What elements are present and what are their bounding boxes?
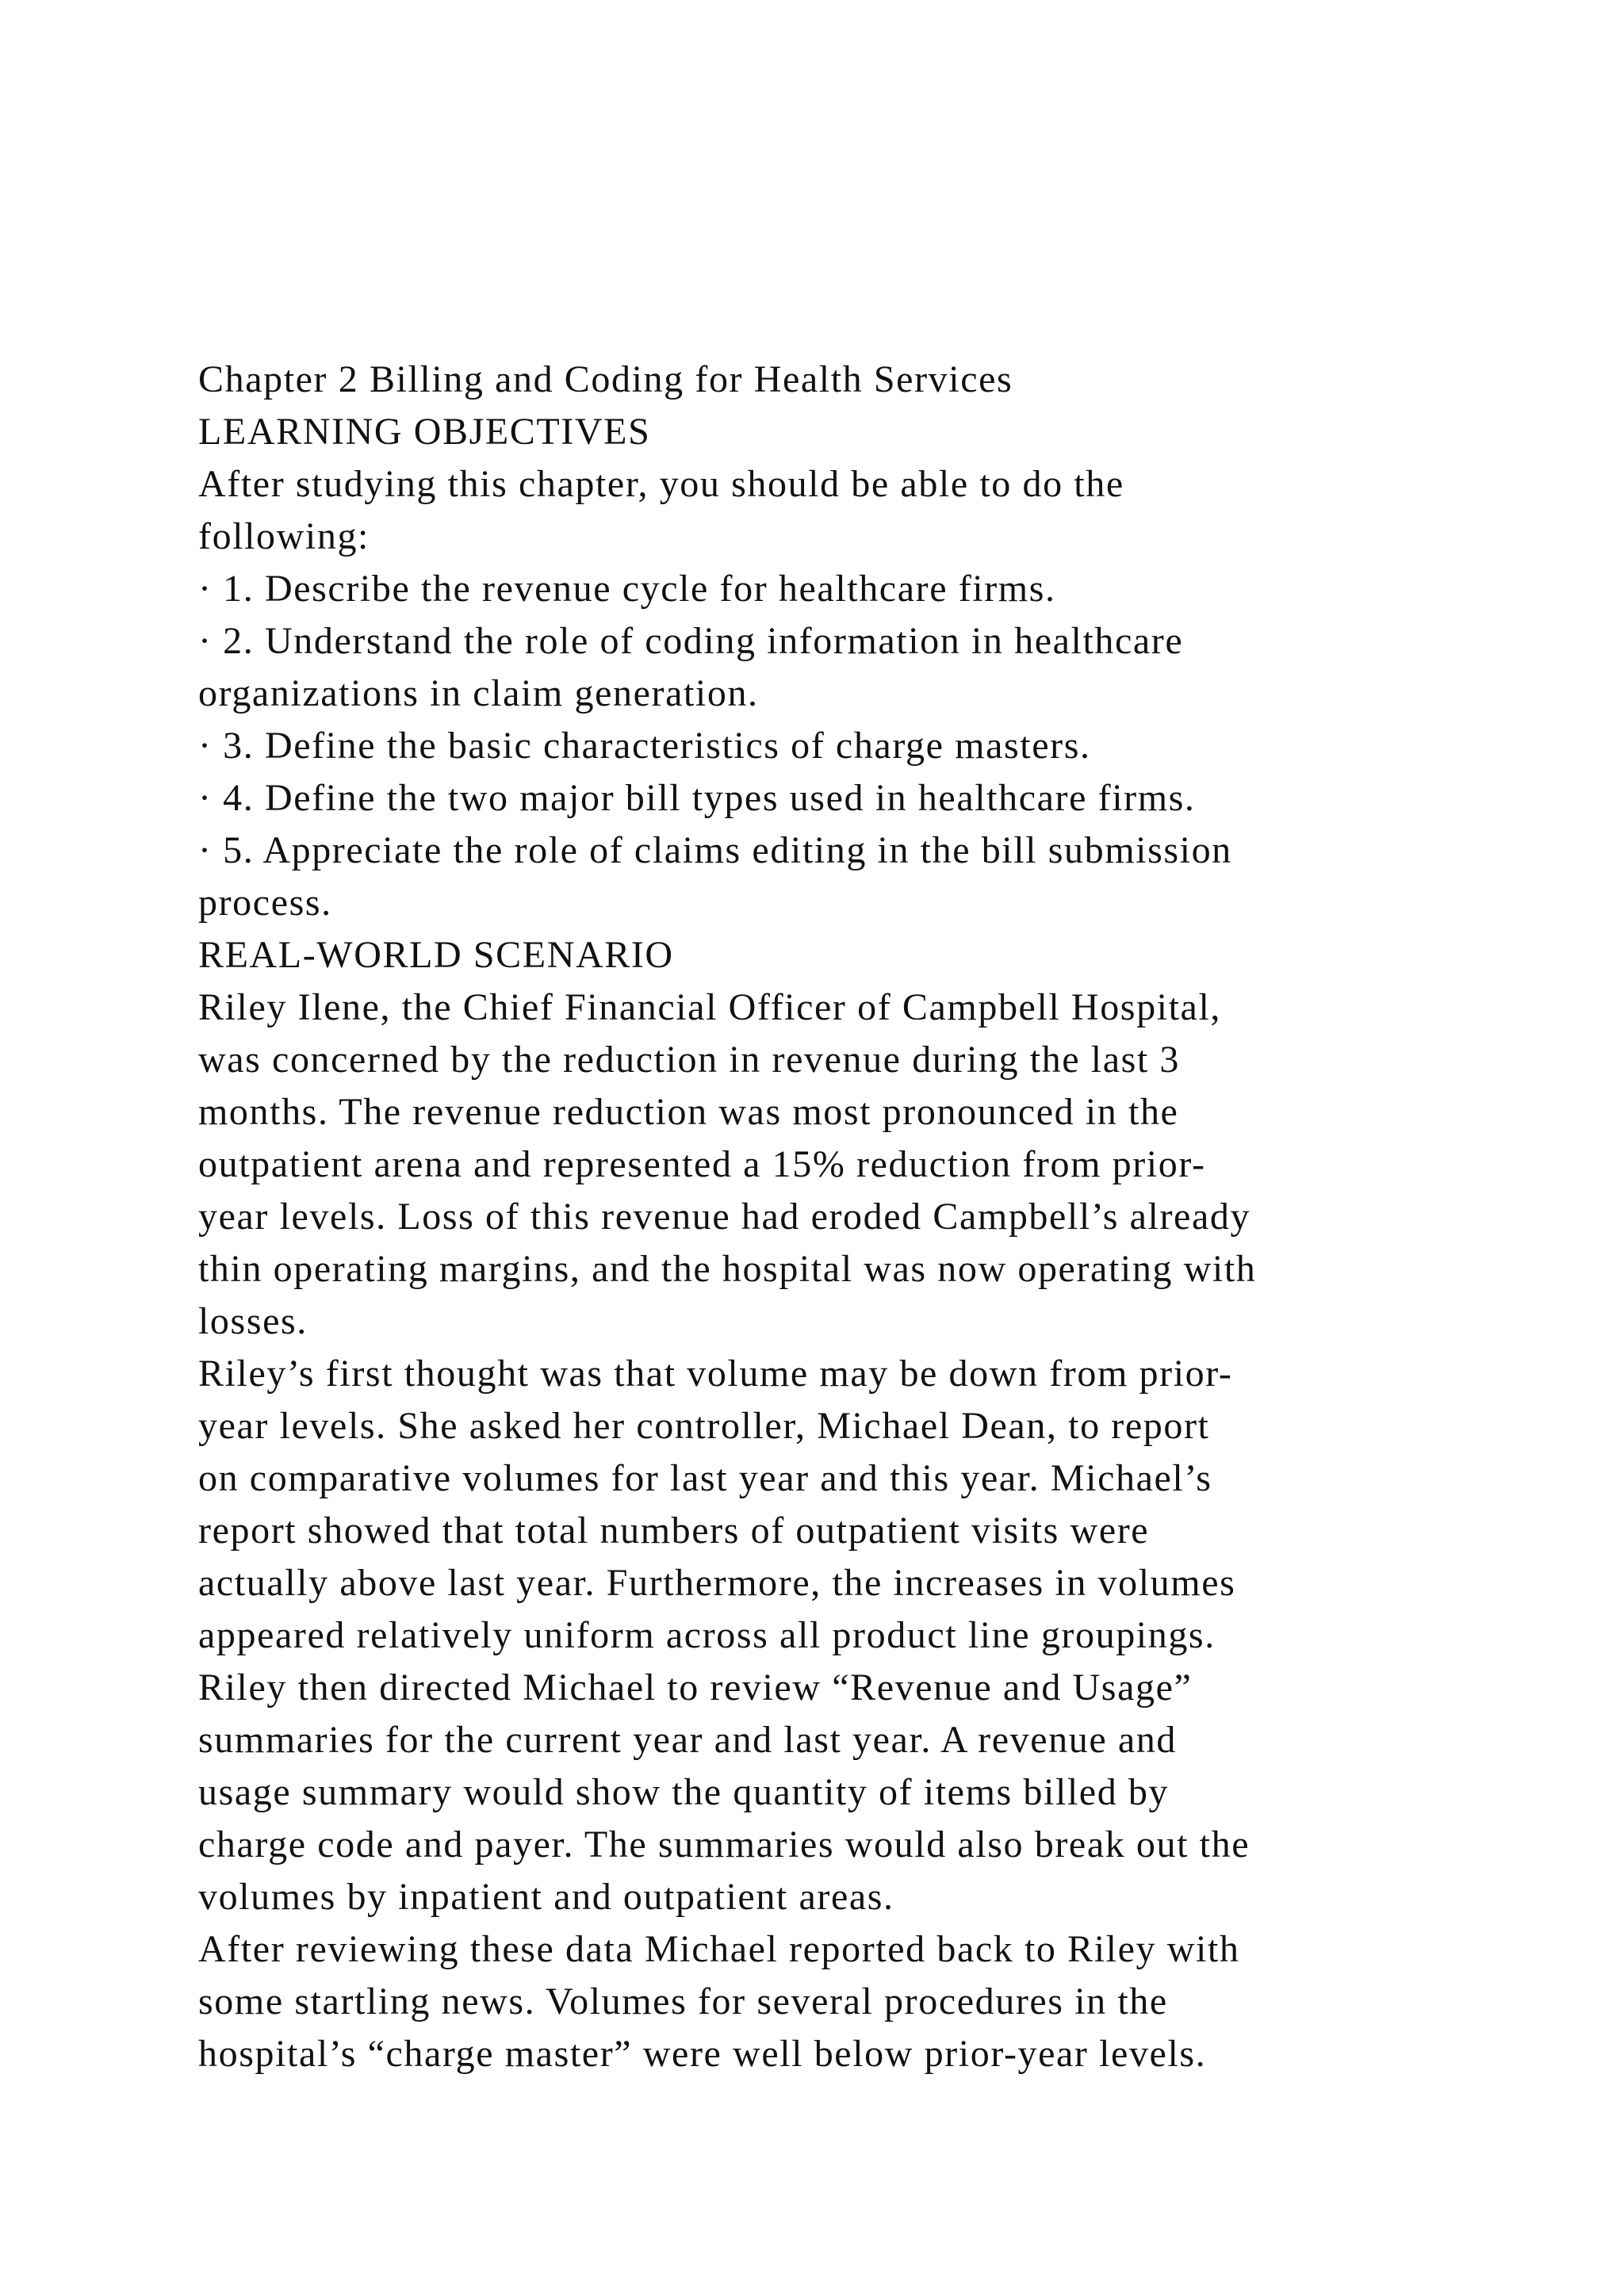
text-line: charge code and payer. The summaries would also break out the	[198, 1823, 1251, 1866]
text-line: thin operating margins, and the hospital was now operating with	[198, 1248, 1257, 1290]
section-heading-real-world-scenario: REAL-WORLD SCENARIO	[198, 934, 674, 976]
text-line: volumes by inpatient and outpatient areas.	[198, 1876, 894, 1918]
text-line: hospital’s “charge master” were well below prior-year levels.	[198, 2033, 1207, 2075]
objective-item: · 1. Describe the revenue cycle for healthcare firms.	[198, 568, 1056, 610]
objective-item: · 4. Define the two major bill types used in healthcare firms.	[198, 777, 1196, 819]
text-line: appeared relatively uniform across all product line groupings.	[198, 1614, 1216, 1656]
objective-item: · 2. Understand the role of coding information in healthcare	[198, 620, 1184, 662]
text-line: months. The revenue reduction was most pronounced in the	[198, 1091, 1179, 1133]
text-line: report showed that total numbers of outpatient visits were	[198, 1510, 1150, 1552]
text-line: year levels. She asked her controller, Michael Dean, to report	[198, 1405, 1210, 1447]
text-line: After studying this chapter, you should be able to do the	[198, 463, 1124, 505]
objective-item: · 5. Appreciate the role of claims editing in the bill submission	[198, 829, 1232, 871]
text-line: losses.	[198, 1300, 308, 1342]
text-line: summaries for the current year and last year. A revenue and	[198, 1719, 1177, 1761]
text-line: outpatient arena and represented a 15% reduction from prior-	[198, 1143, 1206, 1185]
document-body	[198, 354, 1435, 2080]
text-line: Riley then directed Michael to review “Revenue and Usage”	[198, 1667, 1193, 1709]
chapter-title: Chapter 2 Billing and Coding for Health Services	[198, 358, 1013, 400]
text-line: on comparative volumes for last year and this year. Michael’s	[198, 1457, 1212, 1499]
section-heading-learning-objectives: LEARNING OBJECTIVES	[198, 411, 651, 453]
text-line: following:	[198, 515, 370, 557]
text-line: usage summary would show the quantity of items billed by	[198, 1771, 1170, 1813]
text-line: process.	[198, 882, 332, 924]
objective-item: · 3. Define the basic characteristics of charge masters.	[198, 725, 1091, 767]
text-line: After reviewing these data Michael reported back to Riley with	[198, 1928, 1240, 1970]
text-line: was concerned by the reduction in revenue during the last 3	[198, 1039, 1181, 1081]
text-line: Riley Ilene, the Chief Financial Officer of Campbell Hospital,	[198, 986, 1221, 1028]
text-line: actually above last year. Furthermore, the increases in volumes	[198, 1562, 1236, 1604]
text-line: Riley’s first thought was that volume may be down from prior-	[198, 1353, 1233, 1395]
text-line: organizations in claim generation.	[198, 672, 759, 714]
text-line: some startling news. Volumes for several procedures in the	[198, 1980, 1168, 2022]
text-line: year levels. Loss of this revenue had eroded Campbell’s already	[198, 1196, 1251, 1238]
